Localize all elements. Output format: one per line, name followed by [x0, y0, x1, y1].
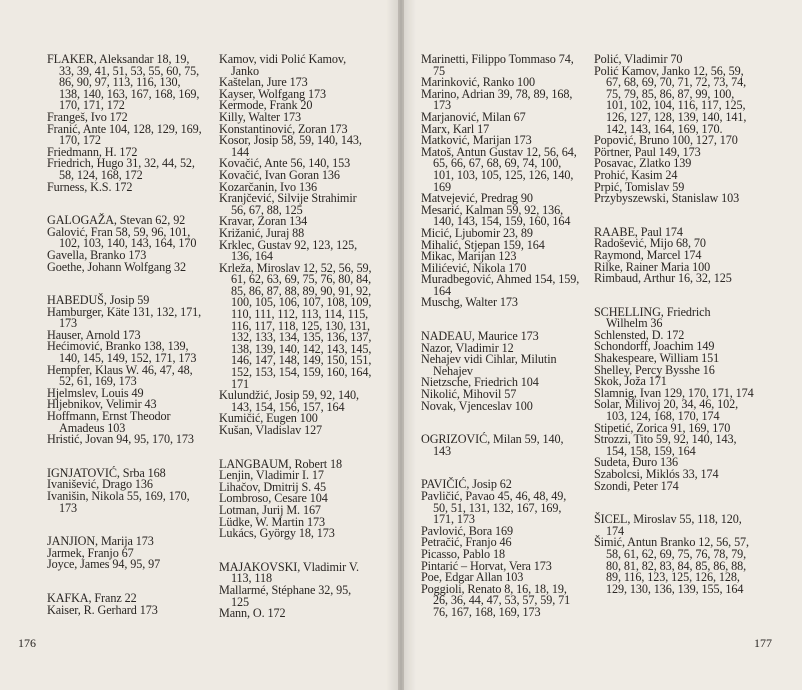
- index-entry: Raymond, Marcel 174: [594, 247, 702, 262]
- index-entry: JANJION, Marija 173: [47, 534, 154, 549]
- index-entry: Nehajev vidi Cihlar, Milutin Nehajev: [421, 352, 557, 378]
- index-entry: Strozzi, Tito 59, 92, 140, 143, 154, 158, 159, 164: [594, 432, 737, 458]
- section-gap: [47, 514, 202, 536]
- index-entry: Shakespeare, William 151: [594, 351, 720, 366]
- index-entry: Lotman, Jurij M. 167: [219, 502, 321, 517]
- index-entry: Rilke, Rainer Maria 100: [594, 259, 711, 274]
- index-entry: Kranjčević, Silvije Strahimir 56, 67, 88, 125: [219, 191, 357, 217]
- section-gap: [47, 446, 202, 468]
- index-entry: Polić Kamov, Janko 12, 56, 59, 67, 68, 69, 70, 71, 72, 73, 74, 75, 79, 85, 86, 87, 99, 100, 101, 102, 104, 116, 117, 125, 126, 127, 128, 139, 140, 141, 142, 143, 164, 169, 170.: [594, 63, 747, 136]
- index-entry: Przybyszewski, Stanislaw 103: [594, 191, 740, 206]
- index-entry: Matvejević, Predrag 90: [421, 191, 533, 206]
- index-entry: Ivanišin, Nikola 55, 169, 170, 173: [47, 489, 190, 515]
- index-entry: Ivanišević, Drago 136: [47, 477, 153, 492]
- index-entry: ŠICEL, Miroslav 55, 118, 120, 174: [594, 512, 742, 538]
- index-entry: Mihalić, Stjepan 159, 164: [421, 237, 545, 252]
- index-entry: Matoš, Antun Gustav 12, 56, 64, 65, 66, 67, 68, 69, 74, 100, 101, 103, 105, 125, 126, 140, 169: [421, 144, 577, 194]
- index-entry: RAABE, Paul 174: [594, 224, 683, 239]
- index-entry: Frangeš, Ivo 172: [47, 109, 128, 124]
- index-entry: Joyce, James 94, 95, 97: [47, 557, 161, 572]
- index-entry: Krklec, Gustav 92, 123, 125, 136, 164: [219, 237, 358, 264]
- index-entry: Micić, Ljubomir 23, 89: [421, 225, 533, 240]
- index-entry: Schondorff, Joachim 149: [594, 339, 715, 354]
- index-entry: Franić, Ante 104, 128, 129, 169, 170, 172: [47, 121, 202, 148]
- index-entry: Kravar, Zoran 134: [219, 214, 308, 229]
- index-entry: Poe, Edgar Allan 103: [421, 570, 524, 585]
- index-entry: Mikac, Marijan 123: [421, 249, 517, 264]
- index-entry: Jarmek, Franjo 67: [47, 545, 134, 560]
- index-entry: Hljebnikov, Velimir 43: [47, 397, 157, 412]
- index-entry: Lenjin, Vladimir I. 17: [219, 468, 324, 483]
- index-entry: Mann, O. 172: [219, 606, 286, 621]
- index-entry: Marjanović, Milan 67: [421, 109, 526, 124]
- index-entry: Stipetić, Zorica 91, 169, 170: [594, 420, 731, 435]
- index-entry: Hećimović, Branko 138, 139, 140, 145, 149, 152, 171, 173: [47, 339, 197, 366]
- index-entry: Novak, Vjenceslav 100: [421, 398, 533, 413]
- index-entry: Pörtner, Paul 149, 173: [594, 144, 701, 159]
- index-entry: Kulundžić, Josip 59, 92, 140, 143, 154, 156, 157, 164: [219, 388, 359, 414]
- index-entry: Marx, Karl 17: [421, 121, 490, 136]
- index-entry: Kamov, vidi Polić Kamov, Janko: [219, 52, 347, 78]
- index-entry: Kosor, Josip 58, 59, 140, 143, 144: [219, 133, 362, 159]
- index-entry: Milićević, Nikola 170: [421, 260, 527, 275]
- index-entry: Petračić, Franjo 46: [421, 535, 512, 550]
- index-entry: PAVIČIĆ, Josip 62: [421, 477, 512, 492]
- index-entry: IGNJATOVIĆ, Srba 168: [47, 465, 166, 480]
- index-entry: Szabolcsi, Miklós 33, 174: [594, 467, 719, 481]
- index-entry: KAFKA, Franz 22: [47, 590, 137, 605]
- index-entry: Polić, Vladimir 70: [594, 52, 683, 66]
- index-entry: Kovačić, Ivan Goran 136: [219, 167, 340, 182]
- index-entry: Nikolić, Mihovil 57: [421, 387, 517, 402]
- index-entry: Friedmann, H. 172: [47, 144, 138, 159]
- index-entry: Furness, K.S. 172: [47, 179, 133, 194]
- section-gap: [219, 540, 372, 562]
- index-entry: Slamnig, Ivan 129, 170, 171, 174: [594, 385, 754, 400]
- index-entry: MAJAKOVSKI, Vladimir V. 113, 118: [219, 559, 359, 586]
- index-column-2: [219, 54, 372, 620]
- index-entry: Kaiser, R. Gerhard 173: [47, 602, 158, 617]
- index-entry: Pavličić, Pavao 45, 46, 48, 49, 50, 51, 131, 132, 167, 169, 171, 173: [421, 489, 567, 527]
- index-column-3: [421, 54, 583, 619]
- index-entry: Kovačić, Ante 56, 140, 153: [219, 156, 351, 171]
- index-entry: Hempfer, Klaus W. 46, 47, 48, 52, 61, 169, 173: [47, 362, 193, 389]
- index-entry: Shelley, Percy Bysshe 16: [594, 362, 715, 377]
- index-entry: Killy, Walter 173: [219, 109, 301, 124]
- index-entry: Schlensted, D. 172: [594, 327, 685, 342]
- index-entry: Lombroso, Cesare 104: [219, 491, 328, 506]
- index-entry: Konstantinović, Zoran 173: [219, 121, 348, 136]
- index-entry: SCHELLING, Friedrich Wilhelm 36: [594, 304, 711, 331]
- index-entry: Skok, Joža 171: [594, 374, 667, 389]
- section-gap: [219, 437, 372, 459]
- index-entry: Hristić, Jovan 94, 95, 170, 173: [47, 432, 194, 447]
- index-entry: Posavac, Zlatko 139: [594, 156, 692, 171]
- index-entry: Sudeta, Đuro 136: [594, 455, 679, 470]
- index-entry: GALOGAŽA, Stevan 62, 92: [47, 213, 186, 228]
- index-entry: Pavlović, Bora 169: [421, 523, 513, 538]
- index-entry: Radošević, Mijo 68, 70: [594, 236, 706, 251]
- index-column-1: [47, 54, 202, 616]
- index-entry: Pintarić – Horvat, Vera 173: [421, 558, 552, 573]
- index-entry: Kayser, Wolfgang 173: [219, 86, 326, 101]
- index-entry: Lihačov, Dmitrij S. 45: [219, 479, 327, 494]
- section-gap: [594, 285, 754, 307]
- index-entry: Nietzsche, Friedrich 104: [421, 375, 539, 390]
- index-entry: Hoffmann, Ernst Theodor Amadeus 103: [47, 409, 171, 435]
- index-entry: NADEAU, Maurice 173: [421, 329, 539, 344]
- index-entry: Nazor, Vladimir 12: [421, 340, 514, 355]
- index-entry: Friedrich, Hugo 31, 32, 44, 52, 58, 124, 168, 172: [47, 156, 195, 182]
- index-entry: Lüdke, W. Martin 173: [219, 514, 325, 529]
- index-entry: Lukács, György 18, 173: [219, 526, 335, 541]
- index-entry: Hamburger, Käte 131, 132, 171, 173: [47, 304, 202, 331]
- section-gap: [594, 205, 754, 227]
- index-column-4: [594, 54, 754, 595]
- index-entry: Muradbegović, Ahmed 154, 159, 164: [421, 272, 580, 298]
- section-gap: [421, 412, 583, 434]
- index-entry: HABEDUŠ, Josip 59: [47, 293, 150, 308]
- index-entry: Kozarčanin, Ivo 136: [219, 179, 317, 194]
- index-entry: Marino, Adrian 39, 78, 89, 168, 173: [421, 86, 573, 113]
- index-entry: Solar, Milivoj 20, 34, 46, 102, 103, 124, 168, 170, 174: [594, 397, 739, 424]
- index-entry: Gavella, Branko 173: [47, 247, 147, 262]
- index-entry: Prpić, Tomislav 59: [594, 179, 685, 194]
- index-entry: Marinetti, Filippo Tommaso 74, 75: [421, 52, 574, 78]
- page-number-left: 176: [18, 636, 36, 650]
- index-entry: Mesarić, Kalman 59, 92, 136, 140, 143, 154, 159, 160, 164: [421, 202, 571, 229]
- index-entry: Galović, Fran 58, 59, 96, 101, 102, 103, 140, 143, 164, 170: [47, 224, 197, 251]
- index-entry: Krleža, Miroslav 12, 52, 56, 59, 61, 62, 63, 69, 75, 76, 80, 84, 85, 86, 87, 88, 89, 90, 91, 92, 100, 105, 106, 107, 108, 109, 110, 111, 112, 113, 114, 115, 116, 117, 118, 125, 130, 131, 132, 133, 134, 135, 136, 137, 138, 139, 140, 142, 143, 145, 146, 147, 148, 149, 150, 151, 152, 153, 154, 159, 160, 164, 171: [219, 260, 372, 391]
- index-entry: Kermode, Frank 20: [219, 98, 313, 113]
- index-entry: Kumičić, Eugen 100: [219, 411, 318, 426]
- section-gap: [421, 309, 583, 331]
- index-entry: Szondi, Peter 174: [594, 478, 679, 493]
- index-entry: Hauser, Arnold 173: [47, 327, 141, 342]
- index-entry: Popović, Bruno 100, 127, 170: [594, 133, 738, 148]
- index-entry: Poggioli, Renato 8, 16, 18, 19, 26, 36, 44, 47, 53, 57, 59, 71 76, 167, 168, 169, 173: [421, 581, 571, 619]
- section-gap: [47, 571, 202, 593]
- index-entry: LANGBAUM, Robert 18: [219, 456, 343, 471]
- index-entry: Matković, Marijan 173: [421, 133, 532, 148]
- index-entry: Mallarmé, Stéphane 32, 95, 125: [219, 582, 352, 609]
- index-entry: Muschg, Walter 173: [421, 295, 518, 310]
- index-entry: Hjelmslev, Louis 49: [47, 385, 144, 400]
- index-entry: Rimbaud, Arthur 16, 32, 125: [594, 271, 732, 286]
- index-entry: Kaštelan, Jure 173: [219, 75, 308, 90]
- section-gap: [421, 457, 583, 479]
- index-entry: Prohić, Kasim 24: [594, 167, 678, 182]
- page-number-right: 177: [754, 636, 772, 650]
- index-entry: Križanić, Juraj 88: [219, 225, 305, 240]
- book-gutter: [386, 0, 416, 690]
- index-entry: FLAKER, Aleksandar 18, 19, 33, 39, 41, 51, 53, 55, 60, 75, 86, 90, 97, 113, 116, 130, 138, 140, 163, 167, 168, 169, 170, 171, 172: [47, 52, 200, 113]
- section-gap: [47, 273, 202, 295]
- index-entry: OGRIZOVIĆ, Milan 59, 140, 143: [421, 432, 564, 458]
- index-entry: Goethe, Johann Wolfgang 32: [47, 259, 187, 274]
- index-entry: Picasso, Pablo 18: [421, 546, 505, 561]
- section-gap: [594, 492, 754, 514]
- section-gap: [47, 193, 202, 215]
- right-page: [404, 0, 802, 690]
- index-entry: Šimić, Antun Branko 12, 56, 57, 58, 61, 62, 69, 75, 76, 78, 79, 80, 81, 82, 83, 84, 85, 86, 88, 89, 116, 123, 125, 126, 128, 129, 130, 136, 139, 155, 164: [594, 535, 749, 596]
- left-page: [0, 0, 398, 690]
- index-entry: Marinković, Ranko 100: [421, 75, 536, 90]
- index-entry: Kušan, Vladislav 127: [219, 423, 323, 437]
